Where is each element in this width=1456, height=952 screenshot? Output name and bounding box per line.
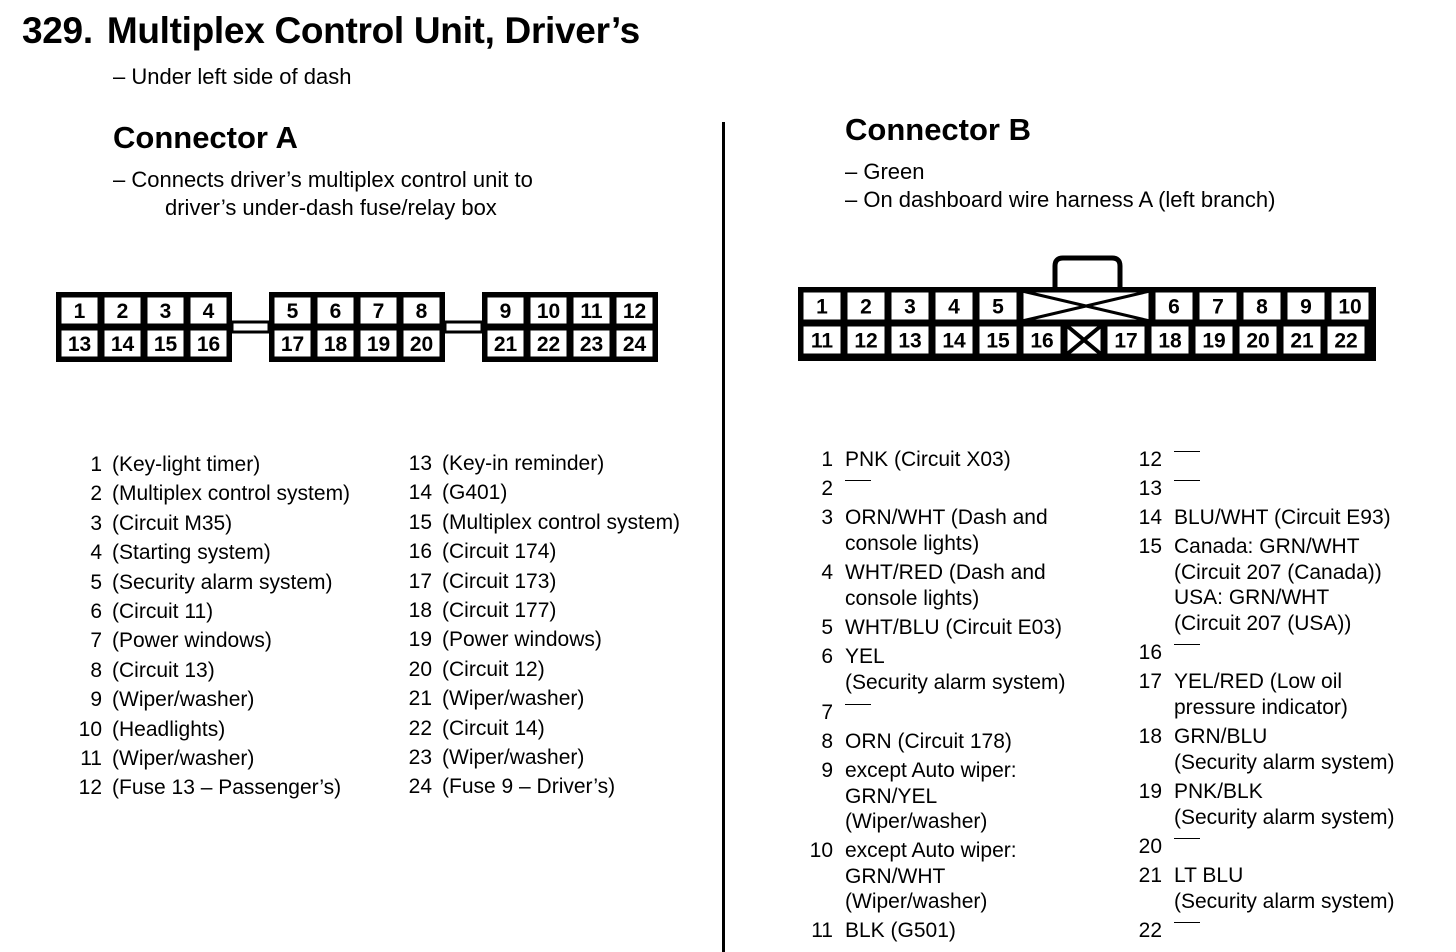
pin-number: 15	[986, 329, 1010, 353]
pin-number: 16	[1030, 329, 1054, 353]
pin-description	[845, 758, 1017, 835]
pin-description	[1174, 476, 1200, 481]
pin-number: 13	[67, 333, 92, 356]
pin-number: 4	[90, 541, 102, 565]
pin-number: 21	[408, 687, 432, 711]
unused-pin-dash	[1174, 838, 1200, 839]
pin-description-line: (Wiper/washer)	[845, 810, 988, 833]
connector-a-desc-line1: – Connects driver’s multiplex control unit to	[113, 167, 533, 192]
pin-number: 3	[904, 295, 916, 319]
pin-number: 21	[493, 333, 518, 356]
pin-number: 22	[536, 333, 561, 356]
pin-description: (G401)	[442, 481, 508, 505]
pin-description: (Multiplex control system)	[442, 510, 681, 534]
pin-description	[1174, 534, 1382, 636]
pin-description	[1174, 918, 1200, 923]
pin-description-line: WHT/RED (Dash and	[845, 561, 1046, 584]
pin-number: 15	[1138, 535, 1162, 558]
pin-description	[845, 476, 871, 481]
pin-description: (Circuit 173)	[442, 569, 557, 593]
unused-pin-dash	[1174, 922, 1200, 923]
connector-b-lock-tab	[1055, 258, 1120, 289]
pin-number: 16	[196, 333, 221, 356]
pin-description: (Circuit M35)	[112, 511, 233, 535]
pin-number: 8	[415, 300, 428, 323]
pin-number: 9	[821, 759, 833, 782]
pin-description: (Fuse 13 – Passenger’s)	[112, 776, 342, 800]
pin-description-line: BLK (G501)	[845, 919, 956, 942]
pin-number: 2	[90, 482, 102, 506]
pin-description: (Circuit 177)	[442, 598, 557, 622]
pin-description: (Power windows)	[442, 628, 602, 652]
pin-number: 12	[78, 776, 102, 800]
pin-description-line: console lights)	[845, 586, 980, 610]
pin-number: 5	[992, 295, 1004, 319]
pin-number: 15	[408, 510, 432, 534]
pin-number: 6	[90, 599, 102, 623]
pin-number: 19	[1138, 780, 1162, 803]
page-subtitle: – Under left side of dash	[113, 64, 352, 89]
pin-number: 22	[1138, 919, 1162, 942]
connector-a-link	[445, 322, 482, 332]
pin-description-line: (Security alarm system)	[845, 670, 1066, 694]
pin-number: 7	[372, 300, 385, 323]
pin-description: (Headlights)	[112, 717, 226, 741]
pin-description	[845, 838, 1017, 915]
pin-number: 13	[898, 329, 922, 353]
pin-number: 1	[73, 300, 86, 323]
pin-number: 19	[1202, 329, 1226, 353]
pin-description-line: console lights)	[845, 531, 980, 555]
pin-description-line: WHT/BLU (Circuit E03)	[845, 616, 1063, 639]
pin-description: (Wiper/washer)	[442, 687, 585, 711]
pin-number: 8	[821, 730, 833, 753]
pin-number: 11	[811, 919, 833, 942]
pin-number: 18	[1158, 329, 1182, 353]
pin-number: 10	[1338, 295, 1362, 319]
unused-pin-dash	[1174, 644, 1200, 645]
page-number: 329.	[22, 10, 93, 51]
pin-number: 21	[1138, 864, 1162, 887]
pin-description-line: GRN/WHT	[845, 864, 946, 888]
pin-number: 2	[821, 477, 833, 500]
connector-b-desc-line1: – Green	[845, 159, 925, 184]
pin-description	[845, 447, 1011, 473]
pin-number: 5	[90, 570, 102, 594]
pin-description-line: ORN/WHT (Dash and	[845, 506, 1048, 529]
pin-description: (Key-light timer)	[112, 453, 261, 476]
pin-description	[845, 644, 1066, 695]
pin-number: 3	[159, 300, 172, 323]
pin-number: 14	[942, 329, 966, 353]
pin-description	[845, 505, 1048, 556]
pin-description-line: YEL	[845, 645, 885, 668]
pin-number: 3	[90, 511, 102, 535]
pin-description: (Circuit 14)	[442, 716, 545, 740]
pin-number: 12	[622, 300, 647, 323]
connector-a-diagram	[56, 292, 658, 362]
pin-number: 4	[948, 295, 960, 319]
pin-description: (Circuit 12)	[442, 657, 545, 681]
pin-number: 7	[1212, 295, 1224, 319]
pin-description-line: except Auto wiper:	[845, 839, 1017, 862]
pin-number: 9	[499, 300, 512, 323]
pin-number: 6	[329, 300, 342, 323]
pin-number: 18	[1138, 725, 1162, 748]
pin-number: 20	[1246, 329, 1270, 353]
pin-description-line: GRN/BLU	[1174, 725, 1268, 748]
pin-number: 9	[90, 688, 102, 712]
pin-number: 2	[860, 295, 872, 319]
pin-number: 2	[116, 300, 129, 323]
pin-number: 4	[202, 300, 215, 323]
pin-description-line: USA: GRN/WHT	[1174, 586, 1330, 609]
pin-number: 3	[821, 506, 833, 529]
pin-number: 13	[1138, 477, 1162, 500]
pin-description	[1174, 640, 1200, 645]
pin-description-line: (Circuit 207 (USA))	[1174, 611, 1352, 635]
pin-number: 15	[153, 333, 178, 356]
pin-description-line: except Auto wiper:	[845, 759, 1017, 782]
pin-number: 24	[622, 333, 647, 356]
pin-description: (Circuit 13)	[112, 658, 215, 682]
pin-number: 8	[1256, 295, 1268, 319]
pin-description: (Wiper/washer)	[112, 688, 255, 712]
pin-number: 1	[90, 453, 102, 476]
pin-description-line: LT BLU	[1174, 864, 1244, 887]
pin-number: 10	[809, 839, 833, 862]
pin-description-line: ORN (Circuit 178)	[845, 730, 1012, 753]
pin-number: 23	[408, 745, 432, 769]
pin-number: 11	[80, 746, 102, 770]
pin-number: 8	[90, 658, 102, 682]
pin-description	[1174, 505, 1391, 531]
pin-description	[845, 729, 1012, 755]
pin-number: 13	[408, 452, 432, 475]
pin-number: 17	[1138, 670, 1162, 693]
pin-description: (Security alarm system)	[112, 570, 333, 594]
pin-number: 20	[408, 657, 432, 681]
pin-description	[845, 700, 871, 705]
pin-description: (Circuit 174)	[442, 540, 557, 564]
pin-number: 21	[1290, 329, 1314, 353]
connector-b-desc-line2: – On dashboard wire harness A (left branch)	[845, 187, 1276, 212]
pin-description-line: (Circuit 207 (Canada))	[1174, 560, 1382, 584]
pin-description: (Power windows)	[112, 629, 272, 653]
pin-description: (Key-in reminder)	[442, 452, 605, 475]
pin-description	[1174, 724, 1395, 775]
pin-number: 1	[816, 295, 828, 319]
pin-number: 7	[90, 629, 102, 653]
pin-number: 24	[408, 775, 432, 799]
pin-number: 20	[409, 333, 434, 356]
pin-number: 19	[366, 333, 391, 356]
pin-description	[1174, 669, 1348, 720]
pin-number: 12	[1138, 448, 1162, 471]
pin-description	[1174, 779, 1395, 830]
pin-number: 7	[821, 701, 833, 724]
pin-description-line: pressure indicator)	[1174, 695, 1348, 719]
pin-description-line: BLU/WHT (Circuit E93)	[1174, 506, 1391, 529]
pin-number: 14	[408, 481, 432, 505]
pin-number: 11	[580, 300, 603, 323]
pin-number: 17	[280, 333, 305, 356]
pin-number: 17	[408, 569, 432, 593]
pin-description-line: (Security alarm system)	[1174, 889, 1395, 913]
pin-number: 17	[1114, 329, 1138, 353]
connector-a-heading: Connector A	[113, 120, 298, 155]
pin-description-line: Canada: GRN/WHT	[1174, 535, 1360, 558]
pin-number: 6	[821, 645, 833, 668]
pin-number: 10	[536, 300, 561, 323]
pin-description: (Circuit 11)	[112, 599, 214, 623]
pin-number: 5	[821, 616, 833, 639]
pin-description	[845, 560, 1046, 611]
pin-description	[1174, 863, 1395, 914]
pin-description-line: YEL/RED (Low oil	[1174, 670, 1343, 693]
unused-pin-dash	[845, 704, 871, 705]
pin-description: (Starting system)	[112, 541, 271, 565]
unused-pin-dash	[1174, 480, 1200, 481]
pin-description: (Wiper/washer)	[442, 745, 585, 769]
connector-a-link	[232, 322, 269, 332]
pin-number: 14	[1138, 506, 1162, 529]
pin-number: 16	[1138, 641, 1162, 664]
pin-description: (Wiper/washer)	[112, 746, 255, 770]
connector-a-desc-line2: driver’s under-dash fuse/relay box	[165, 195, 497, 220]
pin-number: 4	[821, 561, 833, 584]
connector-b-heading: Connector B	[845, 112, 1031, 147]
pin-number: 18	[323, 333, 348, 356]
pin-number: 20	[1138, 835, 1162, 858]
pin-number: 10	[78, 717, 102, 741]
pin-description-line: PNK (Circuit X03)	[845, 448, 1011, 471]
pin-number: 9	[1300, 295, 1312, 319]
pin-number: 1	[821, 448, 833, 471]
pin-description-line: PNK/BLK	[1174, 780, 1263, 803]
pin-description	[1174, 447, 1200, 452]
pin-description-line: (Security alarm system)	[1174, 805, 1395, 829]
pin-number: 16	[408, 540, 432, 564]
pin-description: (Multiplex control system)	[112, 482, 351, 506]
pin-number: 6	[1168, 295, 1180, 319]
unused-pin-dash	[845, 480, 871, 481]
unused-pin-dash	[1174, 451, 1200, 452]
pin-number: 19	[408, 628, 432, 652]
pin-number: 18	[408, 598, 432, 622]
pin-description	[845, 615, 1062, 641]
pin-description-line: (Security alarm system)	[1174, 750, 1395, 774]
pin-number: 23	[579, 333, 604, 356]
pin-description: (Fuse 9 – Driver’s)	[442, 775, 616, 799]
pin-number: 5	[286, 300, 299, 323]
pin-description	[845, 918, 956, 944]
page-title-text: Multiplex Control Unit, Driver’s	[106, 10, 640, 51]
pin-number: 22	[1334, 329, 1358, 353]
pin-number: 22	[408, 716, 432, 740]
pin-number: 12	[854, 329, 878, 353]
pin-number: 14	[110, 333, 135, 356]
pin-description-line: (Wiper/washer)	[845, 890, 988, 913]
pin-description-line: GRN/YEL	[845, 784, 938, 808]
pin-number: 11	[810, 329, 834, 353]
pin-description	[1174, 834, 1200, 839]
connector-b-diagram	[798, 258, 1376, 361]
